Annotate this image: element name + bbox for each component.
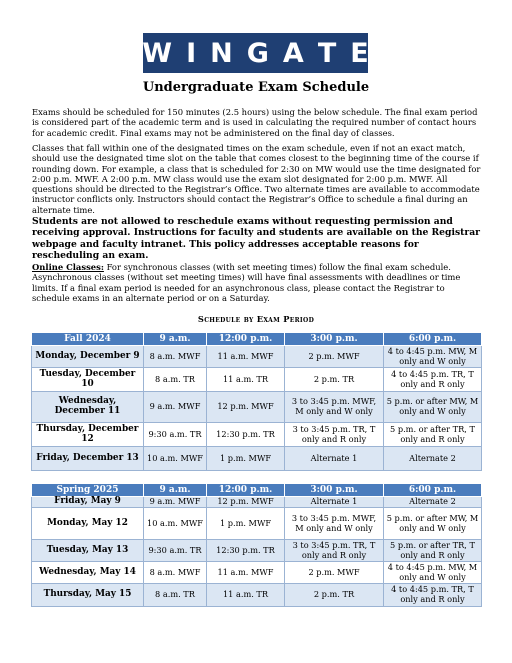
table-row bbox=[32, 562, 482, 584]
table-row bbox=[32, 423, 482, 447]
logo-letter: E bbox=[350, 37, 369, 69]
table-cell: 5 p.m. or after TR, T only and R only bbox=[384, 423, 482, 447]
table-row bbox=[32, 508, 482, 540]
table-cell: 9:30 a.m. TR bbox=[144, 540, 207, 562]
day-cell: Tuesday, December 10 bbox=[32, 368, 144, 392]
table-cell: 11 a.m. TR bbox=[207, 584, 285, 607]
day-cell: Friday, December 13 bbox=[32, 447, 144, 471]
table-cell: 11 a.m. TR bbox=[207, 368, 285, 392]
table-cell: 4 to 4:45 p.m. MW, M only and W only bbox=[384, 562, 482, 584]
table-cell: 9:30 a.m. TR bbox=[144, 423, 207, 447]
schedule-title: Schedule by Exam Period bbox=[197, 314, 315, 324]
table-cell: 8 a.m. MWF bbox=[144, 346, 207, 368]
header-cell: 3:00 p.m. bbox=[285, 484, 384, 497]
rounding-paragraph: Classes that fall within one of the designated times on the exam schedule, even if not an exact match, should use the designated time slot on the table that comes closest to the beginning time of the course if rounding down. For example, a class that is scheduled for 2:30 on MW would use the time designated for 2:00 p.m. MWF. A 2:00 p.m. MW class would use the exam slot designated for 2:00 p.m. MWF. All questions should be directed to the Registrar’s Office. Two alternate times are available to accommodate instructor conflicts only. Instructors should contact the Registrar’s Office to schedule a final during an alternate time. bbox=[32, 143, 481, 215]
logo-letter: W bbox=[142, 37, 173, 69]
table-cell: 1 p.m. MWF bbox=[207, 508, 285, 540]
day-cell: Wednesday, December 11 bbox=[32, 392, 144, 423]
table-cell: 4 to 4:45 p.m. TR, T only and R only bbox=[384, 368, 482, 392]
logo-letter: T bbox=[317, 37, 337, 69]
page-title: Undergraduate Exam Schedule bbox=[142, 80, 370, 95]
table-cell: 4 to 4:45 p.m. MW, M only and W only bbox=[384, 346, 482, 368]
fall-schedule-table bbox=[31, 332, 482, 471]
table-cell: Alternate 2 bbox=[384, 447, 482, 471]
table-cell: 2 p.m. MWF bbox=[285, 562, 384, 584]
table-cell: 3 to 3:45 p.m. TR, T only and R only bbox=[285, 423, 384, 447]
online-classes-label: Online Classes: bbox=[32, 262, 104, 272]
header-cell: 9 a.m. bbox=[144, 333, 207, 346]
day-cell: Wednesday, May 14 bbox=[32, 562, 144, 584]
table-row bbox=[32, 497, 482, 508]
table-cell: 12:30 p.m. TR bbox=[207, 540, 285, 562]
table-cell: 2 p.m. TR bbox=[285, 368, 384, 392]
logo-letter: N bbox=[210, 37, 233, 69]
table-cell: 11 a.m. MWF bbox=[207, 562, 285, 584]
header-cell: 6:00 p.m. bbox=[384, 333, 482, 346]
online-classes-text: For synchronous classes (with set meeting times) follow the final exam schedule. Asynchronous classes (without set meeting times) will have final assessments with deadlines or time limits. If a final exam period is needed for an asynchronous class, please contact the Registrar to schedule exams in an alternate period or on a Saturday. bbox=[32, 262, 461, 303]
header-cell: 12:00 p.m. bbox=[207, 333, 285, 346]
day-cell: Monday, May 12 bbox=[32, 508, 144, 540]
logo-letter: G bbox=[246, 37, 269, 69]
table-cell: 2 p.m. TR bbox=[285, 584, 384, 607]
table-cell: 9 a.m. MWF bbox=[144, 392, 207, 423]
day-cell: Friday, May 9 bbox=[32, 497, 144, 508]
table-cell: 1 p.m. MWF bbox=[207, 447, 285, 471]
table-cell: 4 to 4:45 p.m. TR, T only and R only bbox=[384, 584, 482, 607]
header-cell: 3:00 p.m. bbox=[285, 333, 384, 346]
table-cell: 12 p.m. MWF bbox=[207, 497, 285, 508]
day-cell: Monday, December 9 bbox=[32, 346, 144, 368]
table-cell: 5 p.m. or after MW, M only and W only bbox=[384, 392, 482, 423]
day-cell: Tuesday, May 13 bbox=[32, 540, 144, 562]
table-row bbox=[32, 447, 482, 471]
table-header-row bbox=[32, 333, 482, 346]
table-cell: 8 a.m. MWF bbox=[144, 562, 207, 584]
table-row bbox=[32, 346, 482, 368]
table-cell: Alternate 2 bbox=[384, 497, 482, 508]
logo-letter: I bbox=[186, 37, 197, 69]
table-cell: 12 p.m. MWF bbox=[207, 392, 285, 423]
table-cell: 12:30 p.m. TR bbox=[207, 423, 285, 447]
table-cell: 9 a.m. MWF bbox=[144, 497, 207, 508]
online-classes-paragraph bbox=[32, 262, 484, 303]
table-cell: Alternate 1 bbox=[285, 497, 384, 508]
table-cell: 2 p.m. MWF bbox=[285, 346, 384, 368]
table-row bbox=[32, 540, 482, 562]
day-cell: Thursday, December 12 bbox=[32, 423, 144, 447]
table-header-row bbox=[32, 484, 482, 497]
table-cell: 8 a.m. TR bbox=[144, 368, 207, 392]
table-cell: 3 to 3:45 p.m. MWF, M only and W only bbox=[285, 392, 384, 423]
table-cell: 8 a.m. TR bbox=[144, 584, 207, 607]
table-row bbox=[32, 584, 482, 607]
header-cell: Spring 2025 bbox=[32, 484, 144, 497]
table-row bbox=[32, 392, 482, 423]
day-cell: Thursday, May 15 bbox=[32, 584, 144, 607]
wingate-logo bbox=[143, 33, 368, 73]
table-cell: 3 to 3:45 p.m. TR, T only and R only bbox=[285, 540, 384, 562]
table-cell: 11 a.m. MWF bbox=[207, 346, 285, 368]
intro-paragraph: Exams should be scheduled for 150 minutes (2.5 hours) using the below schedule. The final exam period is considered part of the academic term and is used in calculating the required number of contact hours for academic credit. Final exams may not be administered on the final day of classes. bbox=[32, 107, 478, 138]
table-cell: 10 a.m. MWF bbox=[144, 508, 207, 540]
reschedule-policy-paragraph: Students are not allowed to reschedule exams without requesting permission and receiving approval. Instructions for faculty and students are available on the Registrar webpage and faculty intranet. This policy addresses acceptable reasons for rescheduling an exam. bbox=[32, 216, 480, 261]
header-cell: 6:00 p.m. bbox=[384, 484, 482, 497]
logo-letter: A bbox=[282, 37, 304, 69]
header-cell: Fall 2024 bbox=[32, 333, 144, 346]
table-cell: 10 a.m. MWF bbox=[144, 447, 207, 471]
header-cell: 12:00 p.m. bbox=[207, 484, 285, 497]
table-cell: Alternate 1 bbox=[285, 447, 384, 471]
table-row bbox=[32, 368, 482, 392]
header-cell: 9 a.m. bbox=[144, 484, 207, 497]
spring-schedule-table bbox=[31, 483, 482, 607]
table-cell: 3 to 3:45 p.m. MWF, M only and W only bbox=[285, 508, 384, 540]
table-cell: 5 p.m. or after MW, M only and W only bbox=[384, 508, 482, 540]
table-cell: 5 p.m. or after TR, T only and R only bbox=[384, 540, 482, 562]
